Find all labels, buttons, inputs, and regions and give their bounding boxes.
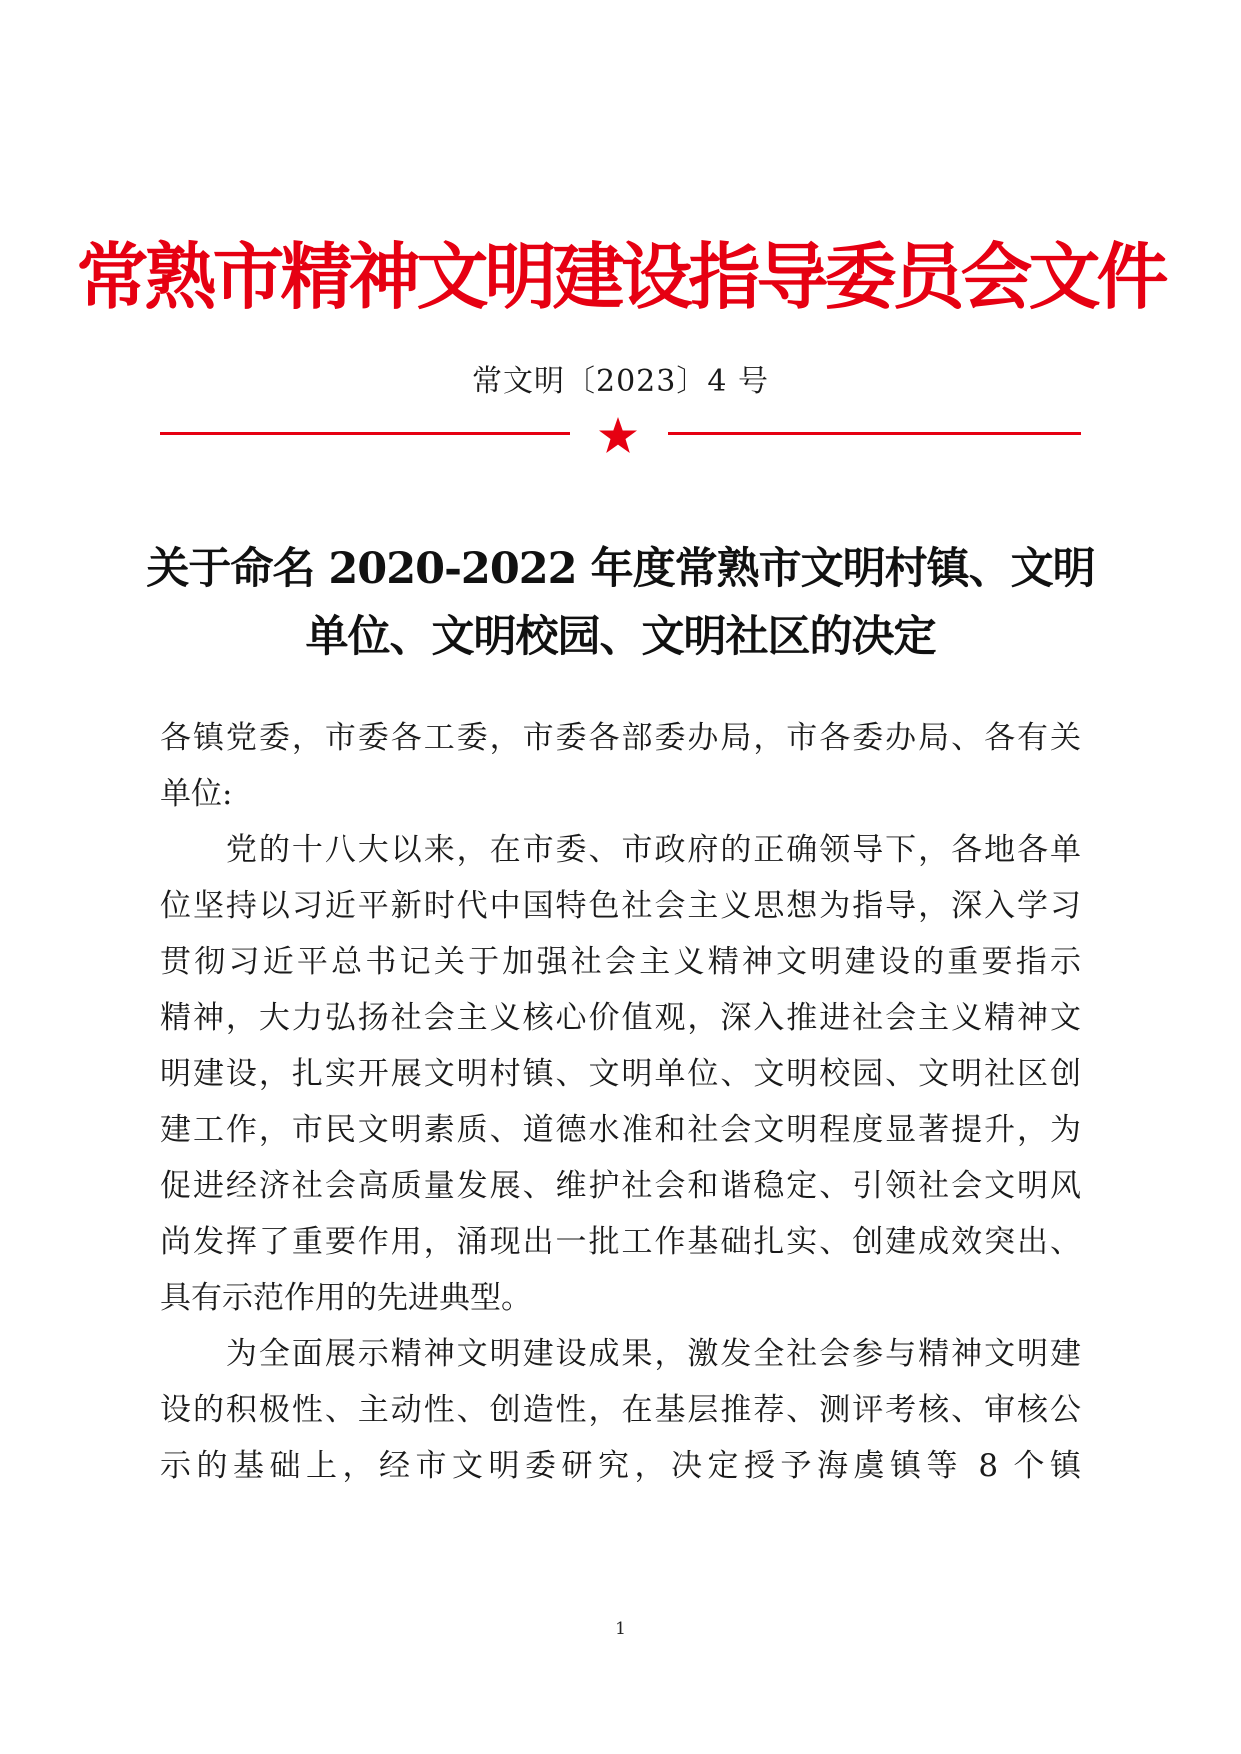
paragraph-line: 精神，大力弘扬社会主义核心价值观，深入推进社会主义精神文 (160, 1000, 1081, 1036)
red-star-shape (599, 417, 637, 453)
page-number: 1 (615, 1619, 626, 1639)
red-star-icon (598, 416, 638, 454)
document-title (100, 535, 1141, 671)
title-line: 关于命名 2020-2022 年度常熟市文明村镇、文明 (146, 544, 1095, 594)
title-line: 单位、文明校园、文明社区的决定 (305, 612, 936, 662)
document-body (160, 710, 1081, 1494)
paragraph-line: 设的积极性、主动性、创造性，在基层推荐、测评考核、审核公 (160, 1392, 1081, 1428)
red-divider-right (668, 432, 1081, 435)
paragraph-line: 尚发挥了重要作用，涌现出一批工作基础扎实、创建成效突出、 (160, 1224, 1081, 1260)
paragraph-line: 示的基础上，经市文明委研究，决定授予海虞镇等 8 个镇 (160, 1448, 1081, 1484)
issuer-masthead-title: 常熟市精神文明建设指导委员会文件 (76, 234, 1165, 319)
paragraph-line: 位坚持以习近平新时代中国特色社会主义思想为指导，深入学习 (160, 888, 1081, 924)
document-number: 常文明〔2023〕4 号 (472, 364, 769, 399)
paragraph-line: 明建设，扎实开展文明村镇、文明单位、文明校园、文明社区创 (160, 1056, 1081, 1092)
red-divider-left (160, 432, 570, 435)
paragraph-line: 促进经济社会高质量发展、维护社会和谐稳定、引领社会文明风 (160, 1168, 1081, 1204)
paragraph-line: 党的十八大以来，在市委、市政府的正确领导下，各地各单 (160, 832, 1081, 868)
paragraph-line: 为全面展示精神文明建设成果，激发全社会参与精神文明建 (160, 1336, 1081, 1372)
paragraph-line: 建工作，市民文明素质、道德水准和社会文明程度显著提升，为 (160, 1112, 1081, 1148)
paragraph-line: 具有示范作用的先进典型。 (160, 1280, 532, 1316)
salutation-line: 各镇党委，市委各工委，市委各部委办局，市各委办局、各有关 (160, 720, 1081, 756)
paragraph-line: 贯彻习近平总书记关于加强社会主义精神文明建设的重要指示 (160, 944, 1081, 980)
salutation-line: 单位: (160, 776, 233, 812)
